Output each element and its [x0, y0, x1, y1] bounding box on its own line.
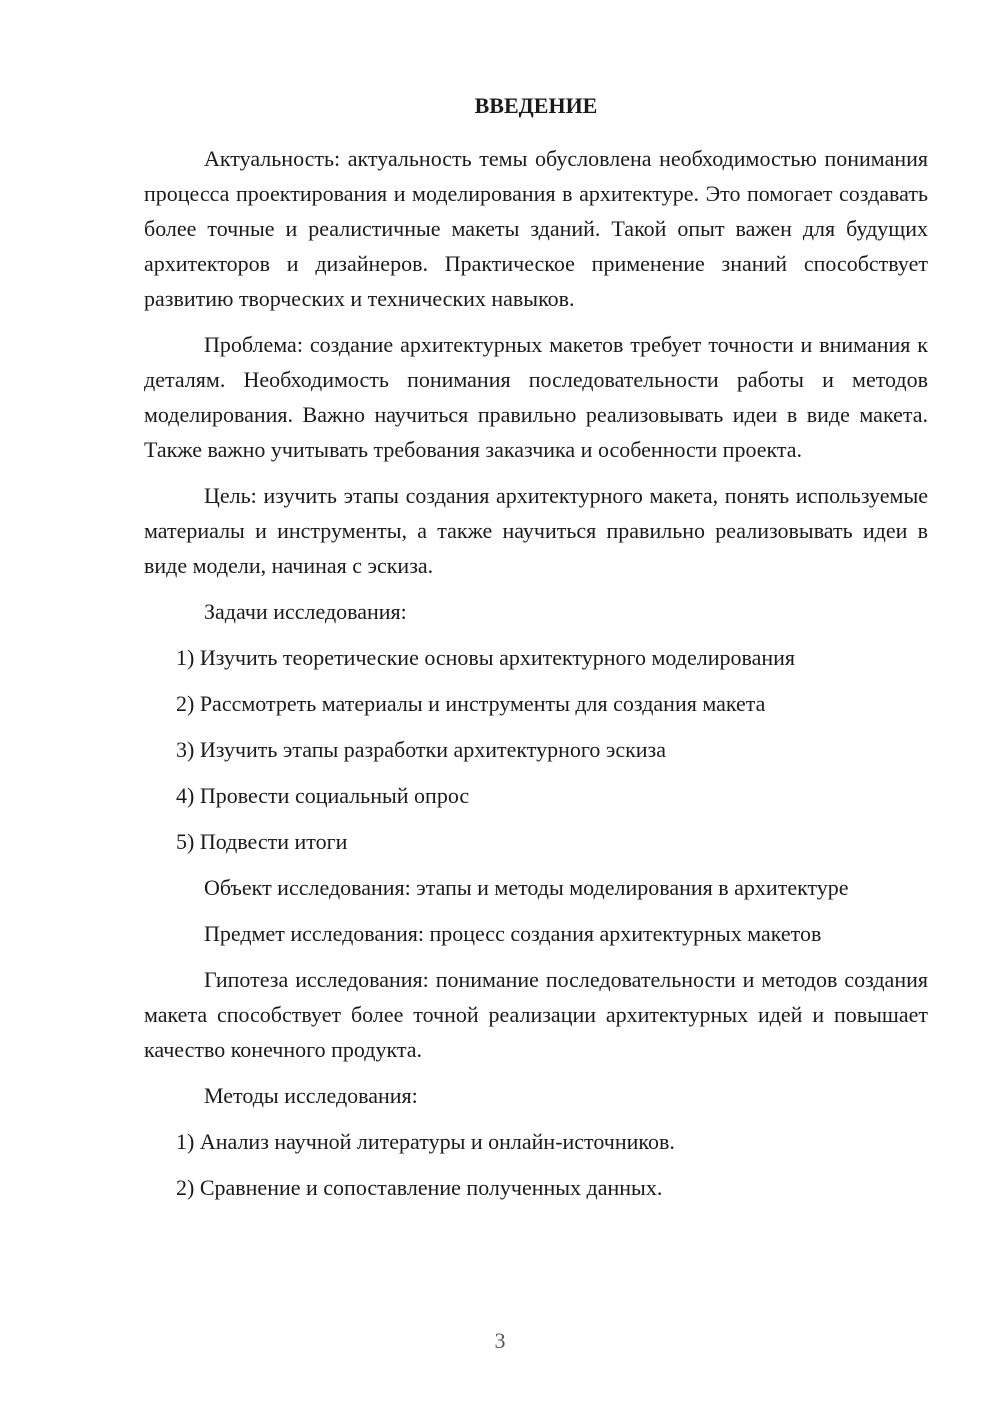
page-content — [144, 88, 928, 1216]
problem-paragraph: Проблема: создание архитектурных макетов требует точности и внимания к деталям. Необходимость понимания последовательности работы и методов моделирования. Важно научиться правильно реализовывать идеи в виде макета. Также важно учитывать требования заказчика и особенности проекта. — [144, 332, 928, 462]
list-item: 2) Рассмотреть материалы и инструменты для создания макета — [176, 691, 766, 716]
tasks-heading: Задачи исследования: — [204, 599, 407, 624]
object-paragraph: Объект исследования: этапы и методы моделирования в архитектуре — [204, 875, 849, 900]
list-item: 4) Провести социальный опрос — [176, 783, 470, 808]
relevance-paragraph: Актуальность: актуальность темы обусловлена необходимостью понимания процесса проектирования и моделирования в архитектуре. Это помогает создавать более точные и реалистичные макеты зданий. Такой опыт важен для будущих архитекторов и дизайнеров. Практическое применение знаний способствует развитию творческих и технических навыков. — [144, 146, 928, 311]
list-item: 1) Анализ научной литературы и онлайн-источников. — [176, 1129, 675, 1154]
subject-paragraph: Предмет исследования: процесс создания архитектурных макетов — [204, 921, 822, 946]
goal-paragraph: Цель: изучить этапы создания архитектурного макета, понять используемые материалы и инструменты, а также научиться правильно реализовывать идеи в виде модели, начиная с эскиза. — [144, 483, 928, 578]
page-title: ВВЕДЕНИЕ — [474, 93, 598, 118]
list-item: 1) Изучить теоретические основы архитектурного моделирования — [176, 645, 795, 670]
methods-heading: Методы исследования: — [204, 1083, 418, 1108]
list-item: 5) Подвести итоги — [176, 829, 348, 854]
tasks-list — [144, 640, 928, 859]
list-item: 2) Сравнение и сопоставление полученных данных. — [176, 1175, 663, 1200]
page-number: 3 — [494, 1328, 506, 1353]
hypothesis-paragraph: Гипотеза исследования: понимание последовательности и методов создания макета способствует более точной реализации архитектурных идей и повышает качество конечного продукта. — [144, 967, 928, 1062]
list-item: 3) Изучить этапы разработки архитектурного эскиза — [176, 737, 666, 762]
methods-list — [144, 1124, 928, 1205]
